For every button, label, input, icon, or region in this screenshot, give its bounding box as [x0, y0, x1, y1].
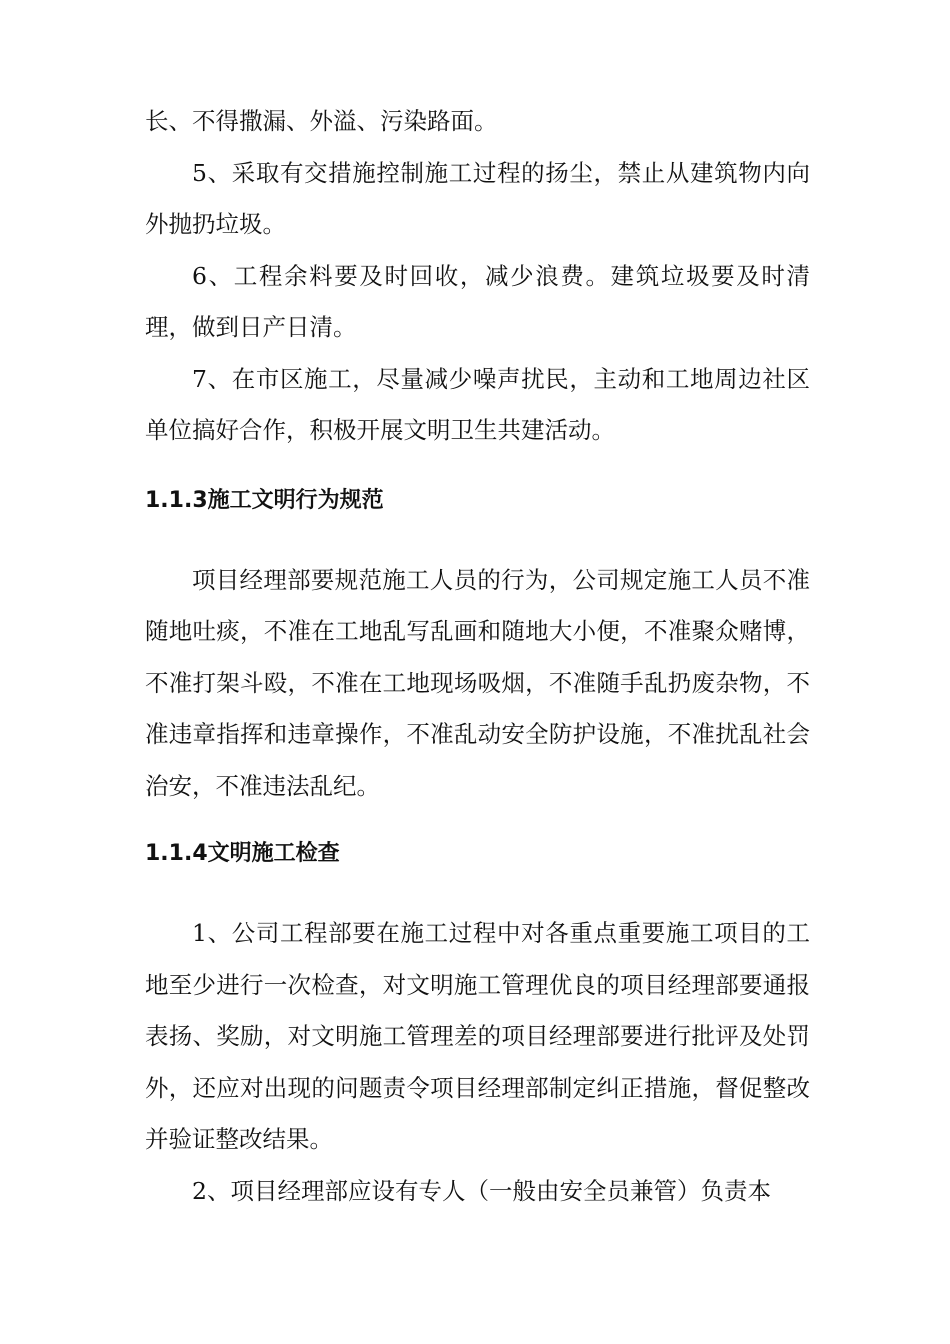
- paragraph-continuation: 长、不得撒漏、外溢、污染路面。: [145, 107, 498, 135]
- paragraph-item-6: 6、工程余料要及时回收，减少浪费。建筑垃圾要及时清理，做到日产日清。: [145, 261, 810, 341]
- section-heading-1-1-4: 1.1.4文明施工检查: [145, 841, 340, 866]
- paragraph-item-7: 7、在市区施工，尽量减少噪声扰民，主动和工地周边社区单位搞好合作，积极开展文明卫生共建活动。: [145, 364, 810, 444]
- section-1-1-3-body: 项目经理部要规范施工人员的行为，公司规定施工人员不准随地吐痰，不准在工地乱写乱画和随地大小便，不准聚众赌博，不准打架斗殴，不准在工地现场吸烟，不准随手乱扔废杂物，不准违章指挥和违章操作，不准乱动安全防护设施，不准扰乱社会治安，不准违法乱纪。: [145, 565, 810, 800]
- section-1-1-4-item-1: 1、公司工程部要在施工过程中对各重点重要施工项目的工地至少进行一次检查，对文明施工管理优良的项目经理部要通报表扬、奖励，对文明施工管理差的项目经理部要进行批评及处罚外，还应对出现的问题责令项目经理部制定纠正措施，督促整改并验证整改结果。: [145, 919, 810, 1153]
- paragraph-item-5: 5、采取有交措施控制施工过程的扬尘，禁止从建筑物内向外抛扔垃圾。: [145, 158, 810, 238]
- section-1-1-4-item-2: 2、项目经理部应设有专人（一般由安全员兼管）负责本: [192, 1176, 771, 1205]
- document-body: [145, 96, 810, 1217]
- section-heading-1-1-3: 1.1.3施工文明行为规范: [145, 487, 384, 513]
